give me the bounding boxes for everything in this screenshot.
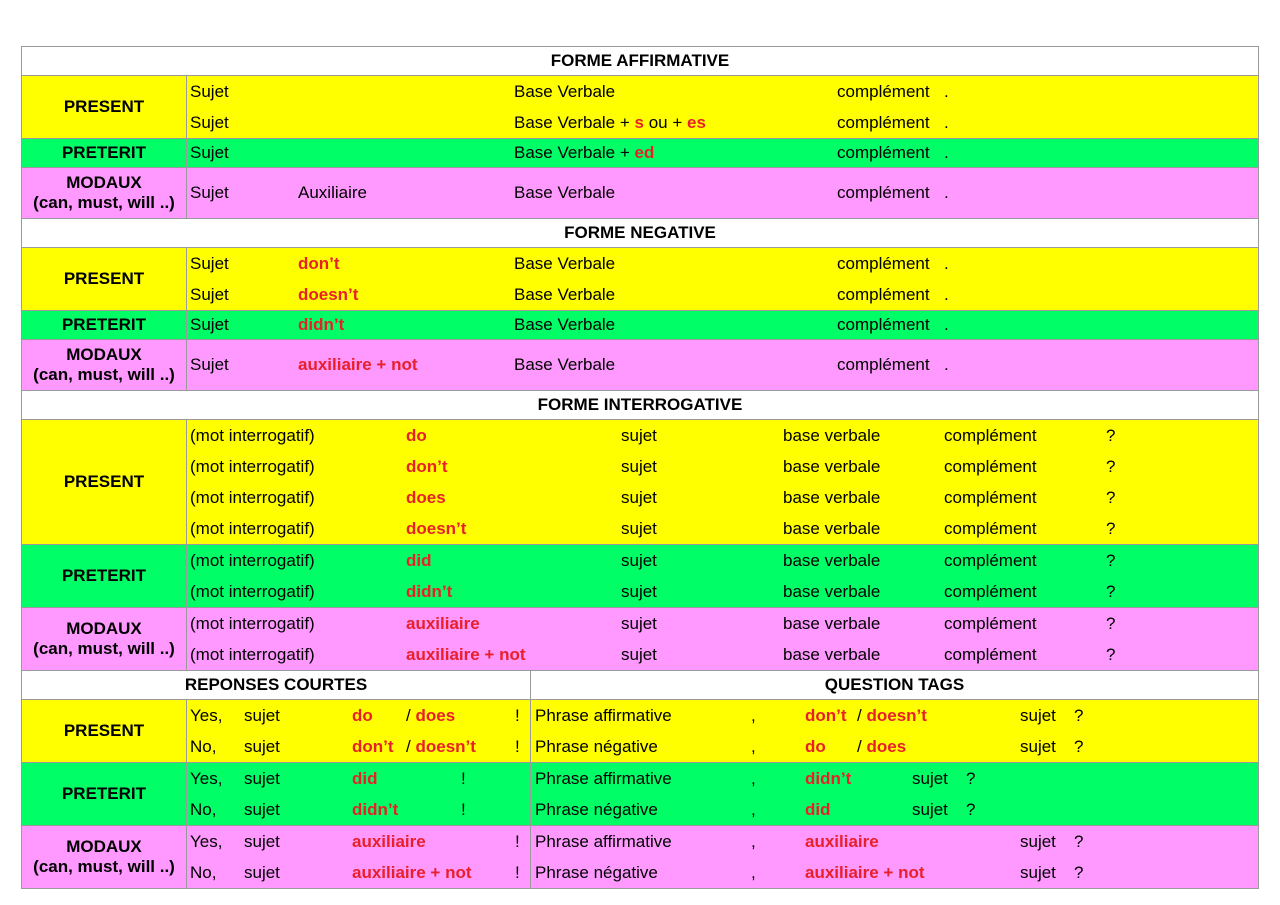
slash: /	[406, 705, 411, 725]
ou-text: ou +	[648, 112, 683, 132]
row-label	[22, 248, 187, 310]
cell-subject: sujet	[244, 799, 280, 819]
cell-subject: sujet	[621, 425, 657, 445]
label-preterit: PRETERIT	[61, 784, 147, 803]
cell-subject: sujet	[244, 768, 280, 788]
cell-verb: Base Verbale	[514, 315, 616, 334]
cell-complement: complément	[944, 425, 1037, 445]
table-row	[187, 731, 1258, 762]
cell-subject: sujet	[621, 550, 657, 570]
cell-aux: didn’t	[352, 799, 399, 819]
cell-subject: sujet	[621, 518, 657, 538]
cell-end: .	[944, 81, 949, 101]
cell-subject: sujet	[621, 456, 657, 476]
cell-phrase: Phrase négative	[535, 736, 658, 756]
tag-alt: does	[866, 736, 907, 756]
table-row	[187, 76, 1258, 107]
cell-aux-alt	[406, 731, 476, 762]
label-modaux-sub: (can, must, will ..)	[33, 365, 175, 384]
cell-end: .	[944, 253, 949, 273]
label-modaux: MODAUX	[66, 345, 142, 364]
cell-verb: base verbale	[783, 518, 881, 538]
label-preterit: PRETERIT	[61, 143, 147, 162]
cell-mot: (mot interrogatif)	[190, 518, 315, 538]
cell-aux: auxiliaire + not	[352, 862, 472, 882]
cell-subject: sujet	[244, 831, 280, 851]
cell-bang: !	[515, 862, 520, 882]
cell-tag-subject: sujet	[1020, 736, 1056, 756]
table-row	[187, 279, 1258, 310]
cell-subject: sujet	[244, 736, 280, 756]
label-modaux-sub: (can, must, will ..)	[33, 857, 175, 876]
cell-yes: Yes,	[190, 831, 223, 851]
row-label	[22, 608, 187, 670]
cell-tag-aux: didn’t	[805, 768, 852, 788]
cell-comma: ,	[751, 831, 756, 851]
cell-question-mark: ?	[966, 799, 976, 819]
cell-subject: sujet	[621, 613, 657, 633]
grammar-table	[21, 46, 1259, 889]
label-modaux-sub: (can, must, will ..)	[33, 639, 175, 658]
cell-phrase: Phrase affirmative	[535, 705, 672, 725]
short-preterit	[21, 762, 1259, 825]
row-label	[22, 763, 187, 825]
cell-subject: Sujet	[190, 355, 229, 374]
affirmative-present	[21, 75, 1259, 138]
cell-complement: complément	[837, 315, 930, 334]
cell-end: .	[944, 284, 949, 304]
row-label	[22, 826, 187, 888]
section-title-interrogative: FORME INTERROGATIVE	[21, 390, 1259, 419]
label-present: PRESENT	[63, 472, 145, 491]
section-title-negative: FORME NEGATIVE	[21, 218, 1259, 247]
cell-end: .	[944, 315, 949, 334]
cell-no: No,	[190, 862, 217, 882]
table-row	[187, 857, 1258, 888]
cell-complement: complément	[837, 81, 930, 101]
cell-aux: Auxiliaire	[298, 183, 367, 202]
cell-subject: sujet	[621, 581, 657, 601]
label-modaux: MODAUX	[66, 619, 142, 638]
aux-alt: doesn’t	[415, 736, 476, 756]
table-row	[187, 639, 1258, 670]
cell-complement: complément	[837, 143, 930, 162]
cell-question-mark: ?	[1074, 831, 1084, 851]
cell-question-mark: ?	[1074, 736, 1084, 756]
cell-yes: Yes,	[190, 705, 223, 725]
cell-question-mark: ?	[966, 768, 976, 788]
table-row	[187, 168, 1258, 218]
cell-aux: don’t	[406, 456, 448, 476]
cell-end: .	[944, 355, 949, 374]
cell-subject: Sujet	[190, 112, 229, 132]
cell-subject: Sujet	[190, 315, 229, 334]
cell-tag-aux: did	[805, 799, 831, 819]
cell-mot: (mot interrogatif)	[190, 581, 315, 601]
cell-comma: ,	[751, 736, 756, 756]
table-row	[187, 139, 1258, 167]
cell-aux-alt	[406, 700, 455, 731]
cell-mot: (mot interrogatif)	[190, 550, 315, 570]
verb-text: Base Verbale +	[514, 143, 630, 162]
cell-subject: Sujet	[190, 253, 229, 273]
label-modaux: MODAUX	[66, 837, 142, 856]
cell-phrase: Phrase affirmative	[535, 831, 672, 851]
label-present: PRESENT	[63, 269, 145, 288]
cell-aux: did	[406, 550, 432, 570]
label-preterit: PRETERIT	[61, 315, 147, 334]
interrogative-modaux	[21, 607, 1259, 670]
title-question-tags: QUESTION TAGS	[531, 671, 1258, 699]
cell-complement: complément	[944, 550, 1037, 570]
cell-tag-subject: sujet	[912, 799, 948, 819]
cell-tag-subject: sujet	[912, 768, 948, 788]
row-label	[22, 545, 187, 607]
negative-preterit	[21, 310, 1259, 339]
cell-end: .	[944, 143, 949, 162]
section-title-affirmative: FORME AFFIRMATIVE	[21, 46, 1259, 75]
cell-aux: don’t	[298, 253, 340, 273]
table-row	[187, 763, 1258, 794]
row-label	[22, 311, 187, 339]
cell-aux: auxiliaire + not	[406, 644, 526, 664]
table-row	[187, 248, 1258, 279]
cell-aux: does	[406, 487, 446, 507]
cell-no: No,	[190, 736, 217, 756]
cell-verb: base verbale	[783, 550, 881, 570]
cell-tag-subject: sujet	[1020, 705, 1056, 725]
cell-complement: complément	[837, 112, 930, 132]
table-row	[187, 826, 1258, 857]
cell-tag-aux: auxiliaire + not	[805, 862, 925, 882]
cell-verb: Base Verbale	[514, 284, 616, 304]
cell-verb: base verbale	[783, 581, 881, 601]
table-row	[187, 576, 1258, 607]
cell-complement: complément	[944, 613, 1037, 633]
negative-present	[21, 247, 1259, 310]
cell-mot: (mot interrogatif)	[190, 425, 315, 445]
cell-bang: !	[461, 799, 466, 819]
row-label	[22, 420, 187, 544]
cell-verb: Base Verbale	[514, 253, 616, 273]
short-answers-header	[21, 670, 1259, 699]
cell-phrase: Phrase négative	[535, 799, 658, 819]
cell-aux: do	[352, 705, 373, 725]
cell-verb: base verbale	[783, 425, 881, 445]
cell-comma: ,	[751, 705, 756, 725]
label-modaux-sub: (can, must, will ..)	[33, 193, 175, 212]
cell-verb: base verbale	[783, 644, 881, 664]
cell-mot: (mot interrogatif)	[190, 456, 315, 476]
table-row	[187, 451, 1258, 482]
cell-question-mark: ?	[1106, 456, 1116, 476]
interrogative-preterit	[21, 544, 1259, 607]
cell-question-mark: ?	[1106, 550, 1116, 570]
cell-complement: complément	[837, 183, 930, 202]
cell-end: .	[944, 112, 949, 132]
cell-complement: complément	[837, 253, 930, 273]
tag-alt: doesn’t	[866, 705, 927, 725]
cell-phrase: Phrase négative	[535, 862, 658, 882]
table-row	[187, 794, 1258, 825]
verb-text: Base Verbale +	[514, 112, 630, 132]
cell-subject: sujet	[621, 644, 657, 664]
cell-question-mark: ?	[1074, 705, 1084, 725]
short-modaux	[21, 825, 1259, 889]
table-row	[187, 513, 1258, 544]
cell-verb	[514, 139, 654, 167]
cell-subject: Sujet	[190, 81, 229, 101]
cell-verb: Base Verbale	[514, 355, 616, 374]
row-label	[22, 700, 187, 762]
cell-subject: sujet	[244, 705, 280, 725]
table-row	[187, 340, 1258, 390]
cell-question-mark: ?	[1074, 862, 1084, 882]
cell-complement: complément	[837, 284, 930, 304]
cell-bang: !	[515, 705, 520, 725]
cell-subject: Sujet	[190, 284, 229, 304]
cell-mot: (mot interrogatif)	[190, 644, 315, 664]
cell-question-mark: ?	[1106, 425, 1116, 445]
label-present: PRESENT	[63, 721, 145, 740]
affirmative-preterit	[21, 138, 1259, 167]
cell-mot: (mot interrogatif)	[190, 613, 315, 633]
cell-aux: doesn’t	[298, 284, 359, 304]
row-label	[22, 76, 187, 138]
cell-question-mark: ?	[1106, 613, 1116, 633]
cell-complement: complément	[837, 355, 930, 374]
cell-verb: base verbale	[783, 613, 881, 633]
affirmative-modaux	[21, 167, 1259, 218]
cell-tag-subject: sujet	[1020, 862, 1056, 882]
cell-phrase: Phrase affirmative	[535, 768, 672, 788]
cell-comma: ,	[751, 799, 756, 819]
title-reponses-courtes: REPONSES COURTES	[22, 671, 531, 699]
cell-aux: doesn’t	[406, 518, 467, 538]
cell-question-mark: ?	[1106, 644, 1116, 664]
slash: /	[857, 705, 862, 725]
ending-ed: ed	[634, 143, 655, 162]
label-preterit: PRETERIT	[61, 566, 147, 585]
cell-question-mark: ?	[1106, 518, 1116, 538]
table-row	[187, 311, 1258, 339]
cell-subject: sujet	[621, 487, 657, 507]
slash: /	[857, 736, 862, 756]
table-row	[187, 107, 1258, 138]
cell-question-mark: ?	[1106, 581, 1116, 601]
cell-comma: ,	[751, 768, 756, 788]
table-row	[187, 482, 1258, 513]
cell-verb: base verbale	[783, 487, 881, 507]
aux-alt: does	[415, 705, 456, 725]
cell-complement: complément	[944, 581, 1037, 601]
cell-verb	[514, 107, 706, 138]
cell-end: .	[944, 183, 949, 202]
cell-tag-subject: sujet	[1020, 831, 1056, 851]
short-present	[21, 699, 1259, 762]
cell-yes: Yes,	[190, 768, 223, 788]
cell-mot: (mot interrogatif)	[190, 487, 315, 507]
table-row	[187, 700, 1258, 731]
cell-tag-aux: auxiliaire	[805, 831, 879, 851]
negative-modaux	[21, 339, 1259, 390]
cell-no: No,	[190, 799, 217, 819]
table-row	[187, 608, 1258, 639]
cell-aux: auxiliaire	[406, 613, 480, 633]
cell-verb: Base Verbale	[514, 81, 616, 101]
row-label	[22, 168, 187, 218]
cell-aux: don’t	[352, 736, 394, 756]
cell-tag-alt	[857, 731, 906, 762]
cell-bang: !	[515, 831, 520, 851]
cell-complement: complément	[944, 518, 1037, 538]
row-label	[22, 340, 187, 390]
cell-tag-alt	[857, 700, 927, 731]
cell-complement: complément	[944, 487, 1037, 507]
cell-aux: didn’t	[406, 581, 453, 601]
cell-subject: Sujet	[190, 143, 229, 162]
cell-verb: Base Verbale	[514, 183, 616, 202]
cell-complement: complément	[944, 644, 1037, 664]
slash: /	[406, 736, 411, 756]
cell-aux: did	[352, 768, 378, 788]
cell-comma: ,	[751, 862, 756, 882]
cell-tag-aux: do	[805, 736, 826, 756]
cell-question-mark: ?	[1106, 487, 1116, 507]
cell-aux: auxiliaire + not	[298, 355, 418, 374]
ending-s: s	[634, 112, 644, 132]
table-row	[187, 420, 1258, 451]
cell-bang: !	[461, 768, 466, 788]
cell-complement: complément	[944, 456, 1037, 476]
table-row	[187, 545, 1258, 576]
cell-verb: base verbale	[783, 456, 881, 476]
cell-bang: !	[515, 736, 520, 756]
cell-tag-aux: don’t	[805, 705, 847, 725]
cell-aux: do	[406, 425, 427, 445]
cell-aux: didn’t	[298, 315, 345, 334]
label-modaux: MODAUX	[66, 173, 142, 192]
interrogative-present	[21, 419, 1259, 544]
cell-subject: Sujet	[190, 183, 229, 202]
ending-es: es	[687, 112, 706, 132]
row-label	[22, 139, 187, 167]
label-present: PRESENT	[63, 97, 145, 116]
cell-aux: auxiliaire	[352, 831, 426, 851]
cell-subject: sujet	[244, 862, 280, 882]
